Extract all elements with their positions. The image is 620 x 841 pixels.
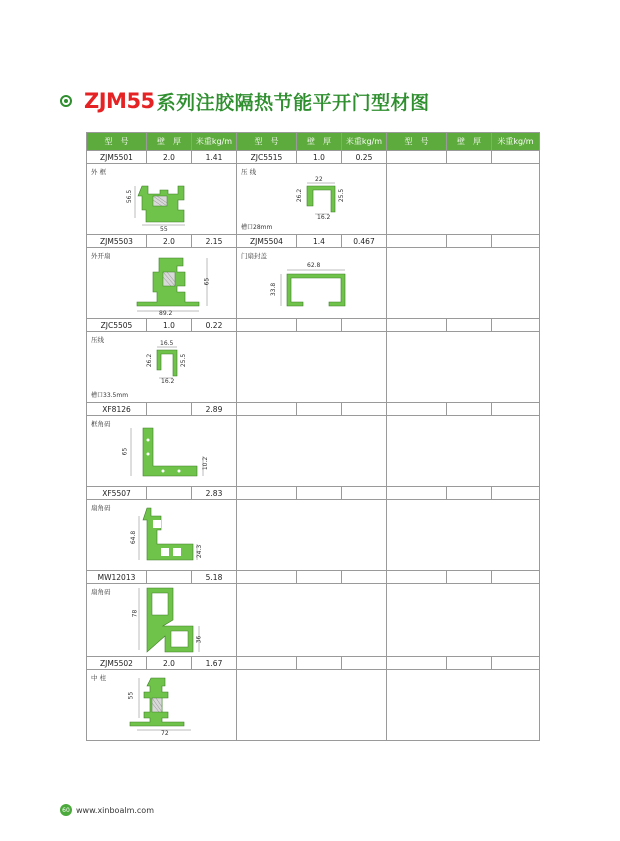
drawing-label: 压 线 — [241, 168, 257, 176]
profile-drawing: 中 柱 55 72 — [87, 670, 236, 740]
header-row — [87, 133, 540, 151]
drawing-label: 中 柱 — [91, 674, 107, 682]
model-cell: XF5507 — [87, 487, 147, 500]
col-header: 米重kg/m — [492, 133, 540, 151]
page-title — [60, 90, 430, 112]
profile-drawing: 框角码 65 10.2 — [87, 416, 236, 486]
model-cell: ZJM5504 — [237, 235, 297, 248]
col-header: 壁 厚 — [297, 133, 342, 151]
drawing-label: 门扇封盖 — [241, 252, 267, 260]
table-row — [87, 319, 540, 332]
drawing-row — [87, 248, 540, 319]
weight-cell: 0.22 — [192, 319, 237, 332]
col-header: 壁 厚 — [447, 133, 492, 151]
footer — [60, 804, 154, 816]
wall-cell — [147, 571, 192, 584]
table-row — [87, 235, 540, 248]
drawing-label: 扇角码 — [91, 504, 111, 512]
weight-cell: 2.89 — [192, 403, 237, 416]
col-header: 型 号 — [237, 133, 297, 151]
wall-cell: 1.4 — [297, 235, 342, 248]
profile-drawing: 扇角码 78 36 — [87, 584, 236, 656]
model-cell: MW12013 — [87, 571, 147, 584]
drawing-row — [87, 332, 540, 403]
col-header: 米重kg/m — [192, 133, 237, 151]
model-cell: ZJC5505 — [87, 319, 147, 332]
profile-shape — [87, 500, 237, 570]
title-code: ZJM55 — [84, 89, 155, 113]
table-row — [87, 403, 540, 416]
profile-drawing: 外 框 56.5 55 — [87, 164, 236, 234]
drawing-row — [87, 416, 540, 487]
profile-spec-table — [86, 132, 540, 741]
wall-cell: 1.0 — [297, 151, 342, 164]
weight-cell: 5.18 — [192, 571, 237, 584]
weight-cell: 0.467 — [342, 235, 387, 248]
weight-cell: 1.41 — [192, 151, 237, 164]
col-header: 型 号 — [387, 133, 447, 151]
profile-drawing: 扇角码 64.8 24.3 — [87, 500, 236, 570]
table-row — [87, 487, 540, 500]
wall-cell: 2.0 — [147, 657, 192, 670]
model-cell: ZJC5515 — [237, 151, 297, 164]
table-row — [87, 151, 540, 164]
profile-shape — [87, 164, 237, 234]
table-row — [87, 657, 540, 670]
model-cell: ZJM5503 — [87, 235, 147, 248]
drawing-label: 框角码 — [91, 420, 111, 428]
wall-cell: 1.0 — [147, 319, 192, 332]
profile-shape — [87, 248, 237, 318]
model-cell: XF8126 — [87, 403, 147, 416]
drawing-label: 扇角码 — [91, 588, 111, 596]
website-url: www.xinboalm.com — [76, 805, 154, 815]
profile-drawing: 压线 16.5 26.2 25.5 16.2 槽口33.5mm — [87, 332, 236, 402]
model-cell: ZJM5501 — [87, 151, 147, 164]
weight-cell: 2.83 — [192, 487, 237, 500]
drawing-label: 外 框 — [91, 168, 107, 176]
drawing-row — [87, 670, 540, 741]
wall-cell — [147, 487, 192, 500]
drawing-row — [87, 500, 540, 571]
wall-cell: 2.0 — [147, 235, 192, 248]
weight-cell: 1.67 — [192, 657, 237, 670]
col-header: 壁 厚 — [147, 133, 192, 151]
bullet-icon — [60, 95, 72, 107]
drawing-label: 外开扇 — [91, 252, 111, 260]
col-header: 米重kg/m — [342, 133, 387, 151]
weight-cell: 0.25 — [342, 151, 387, 164]
wall-cell: 2.0 — [147, 151, 192, 164]
table-row — [87, 571, 540, 584]
page-number: 60 — [60, 804, 72, 816]
profile-drawing: 压 线 22 26.2 25.5 16.2 槽口28mm — [237, 164, 386, 234]
col-header: 型 号 — [87, 133, 147, 151]
profile-shape — [87, 584, 237, 656]
profile-drawing: 门扇封盖 62.8 33.8 — [237, 248, 386, 318]
drawing-row — [87, 164, 540, 235]
weight-cell: 2.15 — [192, 235, 237, 248]
profile-shape — [237, 248, 387, 318]
profile-drawing: 外开扇 65 89.2 — [87, 248, 236, 318]
model-cell: ZJM5502 — [87, 657, 147, 670]
profile-shape — [87, 416, 237, 486]
drawing-row — [87, 584, 540, 657]
title-text: 系列注胶隔热节能平开门型材图 — [156, 91, 430, 114]
wall-cell — [147, 403, 192, 416]
drawing-label: 压线 — [91, 336, 104, 344]
